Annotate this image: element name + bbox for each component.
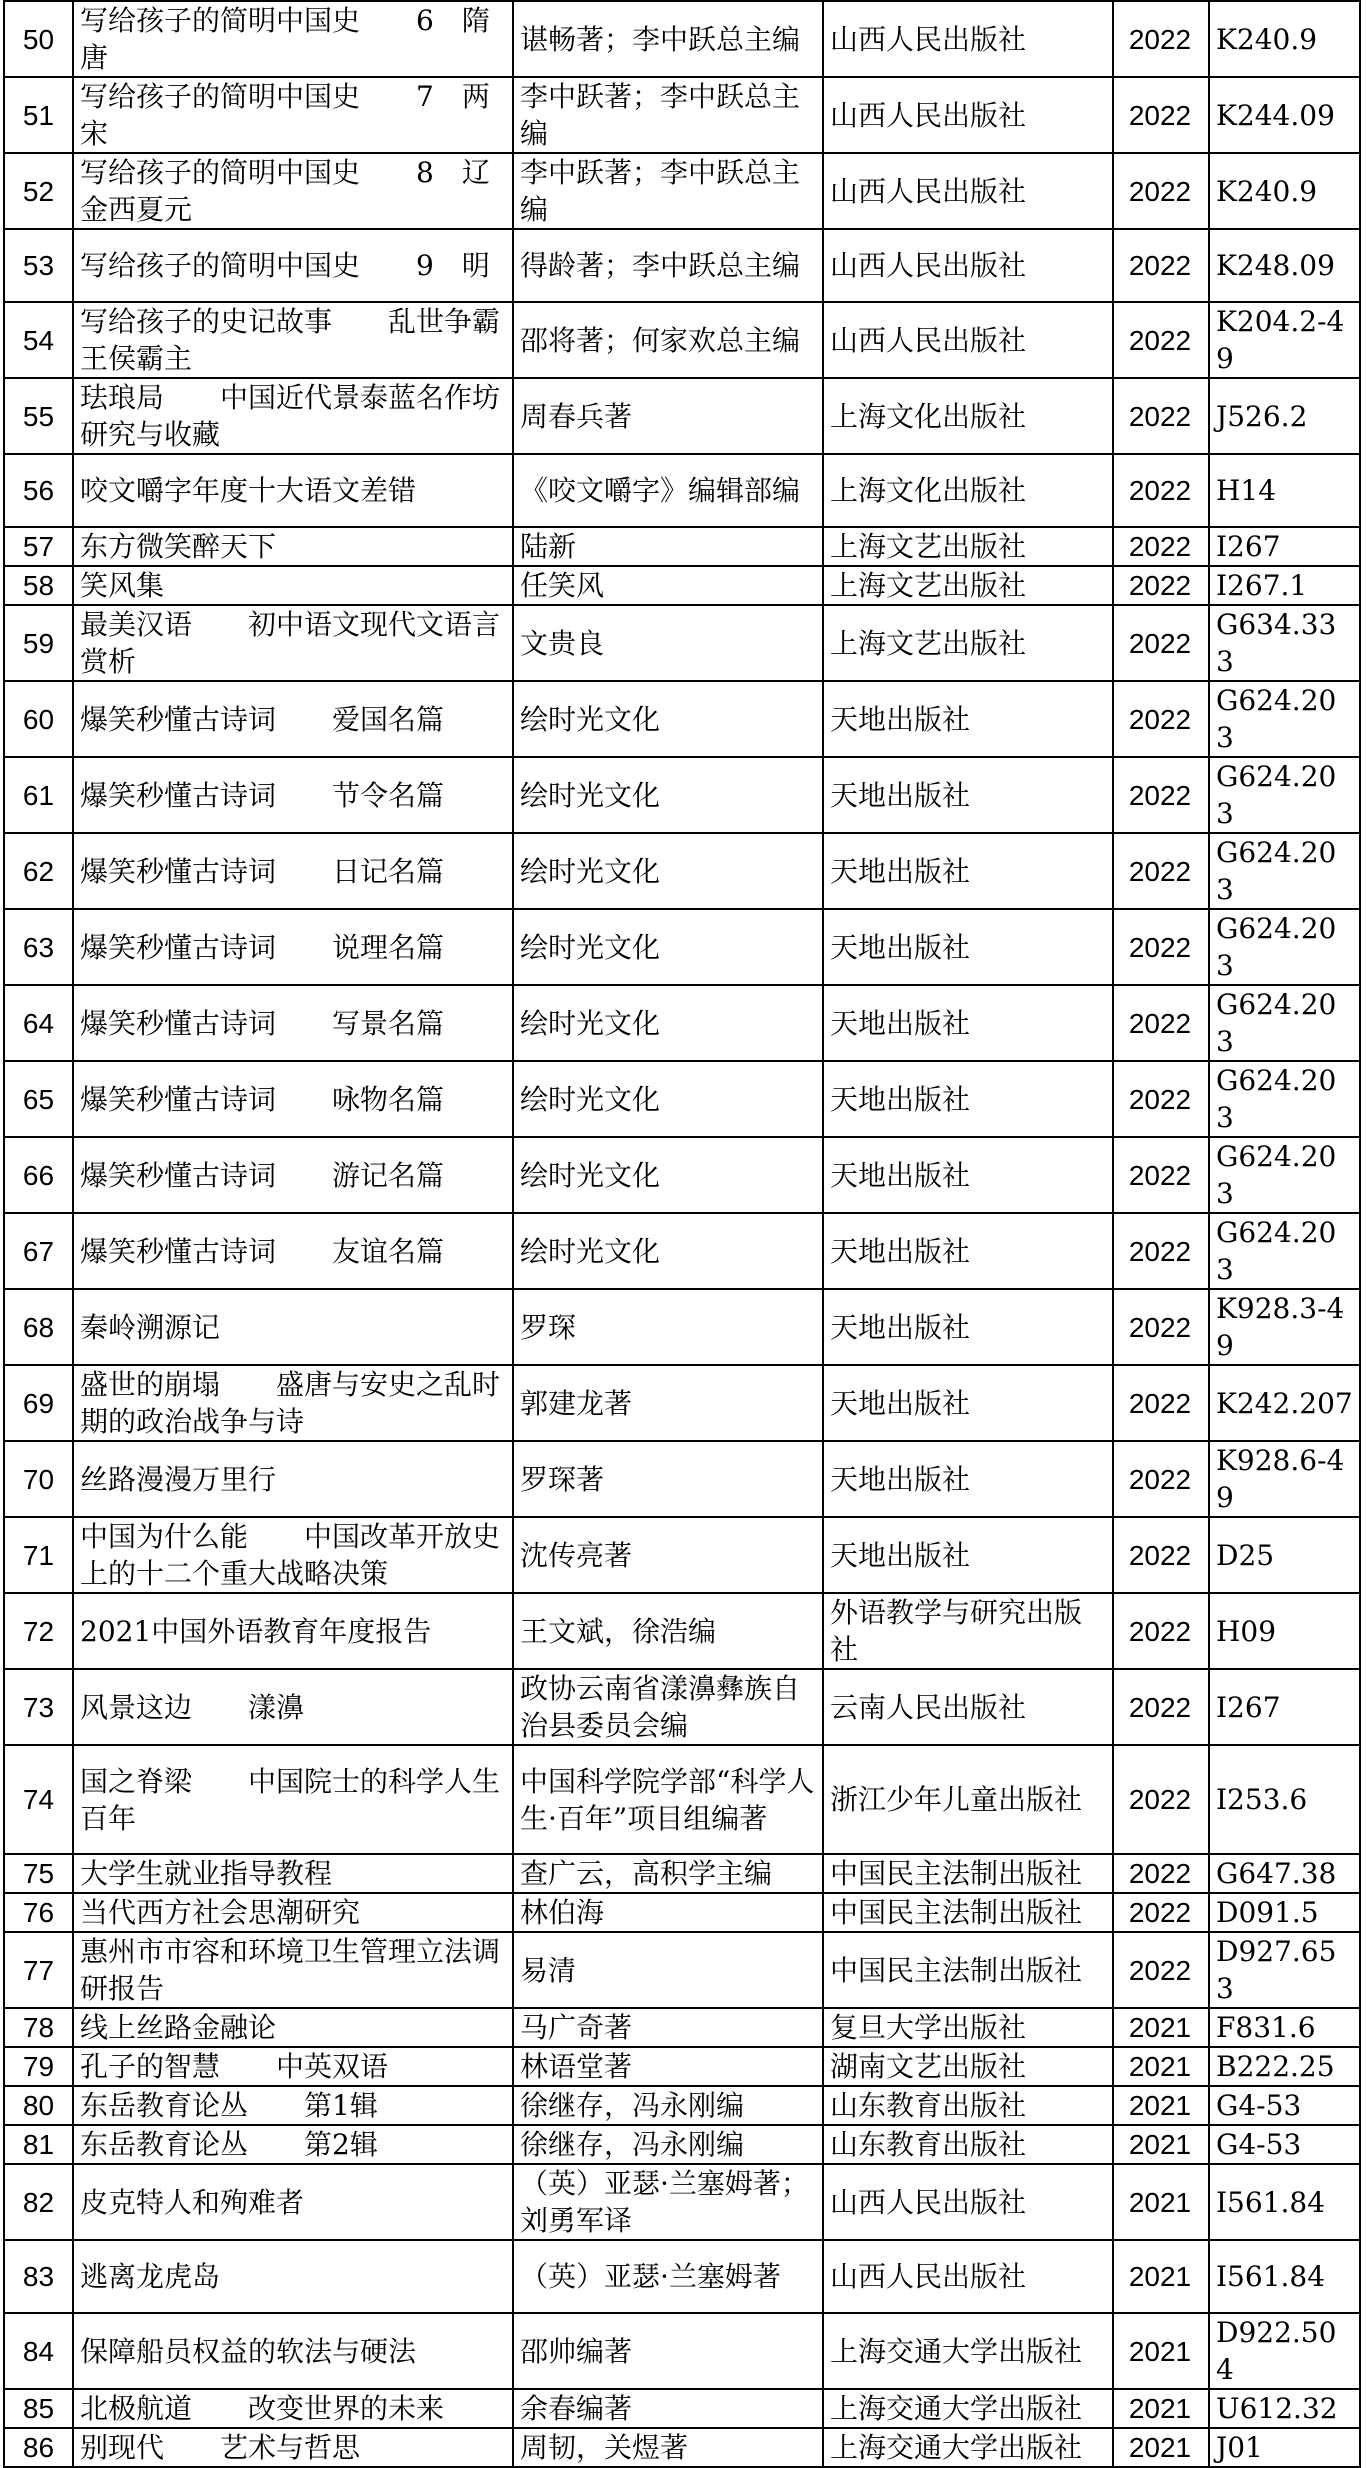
row-number: 65 <box>4 1061 73 1137</box>
book-title: 爆笑秒懂古诗词 咏物名篇 <box>73 1061 513 1137</box>
book-publisher: 山西人民出版社 <box>823 2240 1113 2313</box>
book-author: 绘时光文化 <box>513 681 823 757</box>
row-number: 83 <box>4 2240 73 2313</box>
classification-code: G647.38 <box>1209 1854 1360 1893</box>
row-number: 86 <box>4 2428 73 2467</box>
row-number: 67 <box>4 1213 73 1289</box>
row-number: 77 <box>4 1932 73 2008</box>
table-row <box>4 153 1360 229</box>
book-title: 别现代 艺术与哲思 <box>73 2428 513 2467</box>
book-publisher: 天地出版社 <box>823 1517 1113 1593</box>
book-publisher: 上海文艺出版社 <box>823 605 1113 681</box>
book-publisher: 山西人民出版社 <box>823 229 1113 302</box>
publish-year: 2022 <box>1113 1137 1209 1213</box>
table-row <box>4 1 1360 77</box>
book-publisher: 中国民主法制出版社 <box>823 1932 1113 2008</box>
book-publisher: 上海交通大学出版社 <box>823 2313 1113 2389</box>
book-author: 绘时光文化 <box>513 757 823 833</box>
book-author: 绘时光文化 <box>513 1061 823 1137</box>
book-publisher: 天地出版社 <box>823 1365 1113 1441</box>
book-author: 政协云南省漾濞彝族自治县委员会编 <box>513 1669 823 1745</box>
book-publisher: 天地出版社 <box>823 1137 1113 1213</box>
classification-code: G624.203 <box>1209 1137 1360 1213</box>
publish-year: 2021 <box>1113 2008 1209 2047</box>
row-number: 54 <box>4 302 73 378</box>
book-author: 林语堂著 <box>513 2047 823 2086</box>
book-author: 绘时光文化 <box>513 985 823 1061</box>
book-publisher: 天地出版社 <box>823 833 1113 909</box>
classification-code: I561.84 <box>1209 2164 1360 2240</box>
book-author: 邵将著；何家欢总主编 <box>513 302 823 378</box>
book-author: 李中跃著；李中跃总主编 <box>513 153 823 229</box>
table-row <box>4 77 1360 153</box>
row-number: 71 <box>4 1517 73 1593</box>
classification-code: J01 <box>1209 2428 1360 2467</box>
table-row <box>4 527 1360 566</box>
publish-year: 2022 <box>1113 566 1209 605</box>
table-row <box>4 2240 1360 2313</box>
classification-code: K244.09 <box>1209 77 1360 153</box>
book-title: 爆笑秒懂古诗词 爱国名篇 <box>73 681 513 757</box>
table-row <box>4 1669 1360 1745</box>
book-author: 《咬文嚼字》编辑部编 <box>513 454 823 527</box>
book-author: 林伯海 <box>513 1893 823 1932</box>
classification-code: I267 <box>1209 527 1360 566</box>
classification-code: D927.653 <box>1209 1932 1360 2008</box>
row-number: 79 <box>4 2047 73 2086</box>
book-author: 邵帅编著 <box>513 2313 823 2389</box>
book-publisher: 外语教学与研究出版社 <box>823 1593 1113 1669</box>
row-number: 73 <box>4 1669 73 1745</box>
book-publisher: 天地出版社 <box>823 1289 1113 1365</box>
book-title: 写给孩子的简明中国史 7 两宋 <box>73 77 513 153</box>
table-row <box>4 302 1360 378</box>
classification-code: G634.333 <box>1209 605 1360 681</box>
book-publisher: 上海文艺出版社 <box>823 527 1113 566</box>
book-title: 爆笑秒懂古诗词 说理名篇 <box>73 909 513 985</box>
table-body <box>4 1 1360 2467</box>
publish-year: 2022 <box>1113 1213 1209 1289</box>
book-title: 东岳教育论丛 第1辑 <box>73 2086 513 2125</box>
book-title: 孔子的智慧 中英双语 <box>73 2047 513 2086</box>
row-number: 62 <box>4 833 73 909</box>
publish-year: 2022 <box>1113 1365 1209 1441</box>
table-row <box>4 2125 1360 2164</box>
table-row <box>4 1593 1360 1669</box>
publish-year: 2022 <box>1113 1441 1209 1517</box>
book-publisher: 山东教育出版社 <box>823 2086 1113 2125</box>
publish-year: 2022 <box>1113 757 1209 833</box>
row-number: 59 <box>4 605 73 681</box>
publish-year: 2022 <box>1113 302 1209 378</box>
classification-code: G624.203 <box>1209 985 1360 1061</box>
book-title: 写给孩子的史记故事 乱世争霸 王侯霸主 <box>73 302 513 378</box>
classification-code: G624.203 <box>1209 757 1360 833</box>
row-number: 56 <box>4 454 73 527</box>
book-author: 易清 <box>513 1932 823 2008</box>
classification-code: K240.9 <box>1209 153 1360 229</box>
book-publisher: 山西人民出版社 <box>823 1 1113 77</box>
book-title: 风景这边 漾濞 <box>73 1669 513 1745</box>
publish-year: 2021 <box>1113 2164 1209 2240</box>
table-row <box>4 2164 1360 2240</box>
book-title: 大学生就业指导教程 <box>73 1854 513 1893</box>
book-publisher: 天地出版社 <box>823 909 1113 985</box>
book-author: 马广奇著 <box>513 2008 823 2047</box>
publish-year: 2022 <box>1113 833 1209 909</box>
row-number: 55 <box>4 378 73 454</box>
publish-year: 2022 <box>1113 681 1209 757</box>
publish-year: 2022 <box>1113 1893 1209 1932</box>
book-publisher: 天地出版社 <box>823 1213 1113 1289</box>
book-title: 东岳教育论丛 第2辑 <box>73 2125 513 2164</box>
book-publisher: 山东教育出版社 <box>823 2125 1113 2164</box>
book-author: 郭建龙著 <box>513 1365 823 1441</box>
book-author: 绘时光文化 <box>513 1137 823 1213</box>
book-title: 国之脊梁 中国院士的科学人生百年 <box>73 1745 513 1854</box>
book-publisher: 山西人民出版社 <box>823 302 1113 378</box>
row-number: 75 <box>4 1854 73 1893</box>
publish-year: 2021 <box>1113 2389 1209 2428</box>
book-list-table <box>3 0 1361 2468</box>
book-publisher: 上海交通大学出版社 <box>823 2428 1113 2467</box>
table-row <box>4 833 1360 909</box>
publish-year: 2021 <box>1113 2313 1209 2389</box>
book-author: 绘时光文化 <box>513 833 823 909</box>
book-publisher: 山西人民出版社 <box>823 153 1113 229</box>
row-number: 64 <box>4 985 73 1061</box>
classification-code: G624.203 <box>1209 1213 1360 1289</box>
classification-code: D25 <box>1209 1517 1360 1593</box>
row-number: 66 <box>4 1137 73 1213</box>
book-title: 爆笑秒懂古诗词 节令名篇 <box>73 757 513 833</box>
book-publisher: 天地出版社 <box>823 1441 1113 1517</box>
book-publisher: 复旦大学出版社 <box>823 2008 1113 2047</box>
table-row <box>4 605 1360 681</box>
classification-code: I267 <box>1209 1669 1360 1745</box>
classification-code: G624.203 <box>1209 681 1360 757</box>
row-number: 76 <box>4 1893 73 1932</box>
book-author: 谌畅著；李中跃总主编 <box>513 1 823 77</box>
publish-year: 2022 <box>1113 1593 1209 1669</box>
book-author: 罗琛著 <box>513 1441 823 1517</box>
table-row <box>4 1745 1360 1854</box>
book-publisher: 山西人民出版社 <box>823 77 1113 153</box>
book-publisher: 天地出版社 <box>823 681 1113 757</box>
book-title: 皮克特人和殉难者 <box>73 2164 513 2240</box>
row-number: 74 <box>4 1745 73 1854</box>
table-row <box>4 1932 1360 2008</box>
book-title: 保障船员权益的软法与硬法 <box>73 2313 513 2389</box>
row-number: 53 <box>4 229 73 302</box>
row-number: 51 <box>4 77 73 153</box>
classification-code: K928.6-49 <box>1209 1441 1360 1517</box>
book-title: 写给孩子的简明中国史 6 隋唐 <box>73 1 513 77</box>
table-row <box>4 2008 1360 2047</box>
table-row <box>4 1289 1360 1365</box>
table-row <box>4 1441 1360 1517</box>
book-title: 线上丝路金融论 <box>73 2008 513 2047</box>
table-row <box>4 1061 1360 1137</box>
row-number: 57 <box>4 527 73 566</box>
book-title: 丝路漫漫万里行 <box>73 1441 513 1517</box>
publish-year: 2022 <box>1113 605 1209 681</box>
table-row <box>4 566 1360 605</box>
table-row <box>4 2428 1360 2467</box>
book-title: 咬文嚼字年度十大语文差错 <box>73 454 513 527</box>
row-number: 52 <box>4 153 73 229</box>
book-author: 任笑风 <box>513 566 823 605</box>
table-row <box>4 985 1360 1061</box>
row-number: 85 <box>4 2389 73 2428</box>
book-author: 文贵良 <box>513 605 823 681</box>
book-publisher: 浙江少年儿童出版社 <box>823 1745 1113 1854</box>
book-publisher: 中国民主法制出版社 <box>823 1854 1113 1893</box>
book-publisher: 上海文艺出版社 <box>823 566 1113 605</box>
publish-year: 2022 <box>1113 1 1209 77</box>
book-title: 中国为什么能 中国改革开放史上的十二个重大战略决策 <box>73 1517 513 1593</box>
book-title: 爆笑秒懂古诗词 日记名篇 <box>73 833 513 909</box>
publish-year: 2022 <box>1113 1932 1209 2008</box>
book-publisher: 山西人民出版社 <box>823 2164 1113 2240</box>
table-row <box>4 2047 1360 2086</box>
publish-year: 2021 <box>1113 2047 1209 2086</box>
book-author: 李中跃著；李中跃总主编 <box>513 77 823 153</box>
classification-code: H09 <box>1209 1593 1360 1669</box>
book-title: 最美汉语 初中语文现代文语言赏析 <box>73 605 513 681</box>
row-number: 68 <box>4 1289 73 1365</box>
book-title: 2021中国外语教育年度报告 <box>73 1593 513 1669</box>
row-number: 84 <box>4 2313 73 2389</box>
book-title: 惠州市市容和环境卫生管理立法调研报告 <box>73 1932 513 2008</box>
classification-code: K242.207 <box>1209 1365 1360 1441</box>
book-publisher: 中国民主法制出版社 <box>823 1893 1113 1932</box>
classification-code: F831.6 <box>1209 2008 1360 2047</box>
classification-code: U612.32 <box>1209 2389 1360 2428</box>
table-row <box>4 1213 1360 1289</box>
classification-code: K240.9 <box>1209 1 1360 77</box>
book-title: 爆笑秒懂古诗词 游记名篇 <box>73 1137 513 1213</box>
book-publisher: 天地出版社 <box>823 757 1113 833</box>
publish-year: 2022 <box>1113 1669 1209 1745</box>
publish-year: 2022 <box>1113 527 1209 566</box>
publish-year: 2022 <box>1113 909 1209 985</box>
table-row <box>4 454 1360 527</box>
table-row <box>4 1137 1360 1213</box>
classification-code: H14 <box>1209 454 1360 527</box>
book-publisher: 上海文化出版社 <box>823 454 1113 527</box>
publish-year: 2021 <box>1113 2086 1209 2125</box>
classification-code: G624.203 <box>1209 833 1360 909</box>
row-number: 63 <box>4 909 73 985</box>
table-row <box>4 2313 1360 2389</box>
classification-code: J526.2 <box>1209 378 1360 454</box>
book-title: 秦岭溯源记 <box>73 1289 513 1365</box>
table-row <box>4 229 1360 302</box>
row-number: 72 <box>4 1593 73 1669</box>
publish-year: 2022 <box>1113 229 1209 302</box>
book-author: 周韧，关煜著 <box>513 2428 823 2467</box>
classification-code: D922.504 <box>1209 2313 1360 2389</box>
publish-year: 2022 <box>1113 1854 1209 1893</box>
table-row <box>4 378 1360 454</box>
classification-code: I561.84 <box>1209 2240 1360 2313</box>
row-number: 81 <box>4 2125 73 2164</box>
classification-code: I253.6 <box>1209 1745 1360 1854</box>
book-author: 徐继存，冯永刚编 <box>513 2125 823 2164</box>
table-row <box>4 757 1360 833</box>
publish-year: 2022 <box>1113 454 1209 527</box>
row-number: 58 <box>4 566 73 605</box>
classification-code: K248.09 <box>1209 229 1360 302</box>
table-row <box>4 2389 1360 2428</box>
book-author: 余春编著 <box>513 2389 823 2428</box>
table-row <box>4 681 1360 757</box>
book-author: 查广云，高积学主编 <box>513 1854 823 1893</box>
book-author: 得龄著；李中跃总主编 <box>513 229 823 302</box>
book-title: 珐琅局 中国近代景泰蓝名作坊研究与收藏 <box>73 378 513 454</box>
book-publisher: 天地出版社 <box>823 985 1113 1061</box>
book-publisher: 上海交通大学出版社 <box>823 2389 1113 2428</box>
row-number: 82 <box>4 2164 73 2240</box>
book-title: 爆笑秒懂古诗词 写景名篇 <box>73 985 513 1061</box>
publish-year: 2022 <box>1113 985 1209 1061</box>
book-author: 中国科学院学部“科学人生·百年”项目组编著 <box>513 1745 823 1854</box>
book-publisher: 上海文化出版社 <box>823 378 1113 454</box>
publish-year: 2021 <box>1113 2428 1209 2467</box>
publish-year: 2021 <box>1113 2240 1209 2313</box>
table-row <box>4 909 1360 985</box>
row-number: 61 <box>4 757 73 833</box>
table-row <box>4 1517 1360 1593</box>
book-title: 当代西方社会思潮研究 <box>73 1893 513 1932</box>
row-number: 69 <box>4 1365 73 1441</box>
publish-year: 2021 <box>1113 2125 1209 2164</box>
table-row <box>4 1854 1360 1893</box>
row-number: 78 <box>4 2008 73 2047</box>
book-author: 徐继存，冯永刚编 <box>513 2086 823 2125</box>
publish-year: 2022 <box>1113 378 1209 454</box>
classification-code: G4-53 <box>1209 2125 1360 2164</box>
row-number: 80 <box>4 2086 73 2125</box>
table-row <box>4 1893 1360 1932</box>
book-publisher: 天地出版社 <box>823 1061 1113 1137</box>
row-number: 60 <box>4 681 73 757</box>
classification-code: D091.5 <box>1209 1893 1360 1932</box>
classification-code: G624.203 <box>1209 1061 1360 1137</box>
classification-code: B222.25 <box>1209 2047 1360 2086</box>
publish-year: 2022 <box>1113 1061 1209 1137</box>
book-title: 盛世的崩塌 盛唐与安史之乱时期的政治战争与诗 <box>73 1365 513 1441</box>
publish-year: 2022 <box>1113 1745 1209 1854</box>
book-title: 写给孩子的简明中国史 9 明 <box>73 229 513 302</box>
publish-year: 2022 <box>1113 1289 1209 1365</box>
book-author: （英）亚瑟·兰塞姆著；刘勇军译 <box>513 2164 823 2240</box>
book-title: 逃离龙虎岛 <box>73 2240 513 2313</box>
book-publisher: 湖南文艺出版社 <box>823 2047 1113 2086</box>
book-author: 绘时光文化 <box>513 909 823 985</box>
book-title: 写给孩子的简明中国史 8 辽金西夏元 <box>73 153 513 229</box>
book-author: 绘时光文化 <box>513 1213 823 1289</box>
row-number: 70 <box>4 1441 73 1517</box>
book-publisher: 云南人民出版社 <box>823 1669 1113 1745</box>
book-author: 王文斌，徐浩编 <box>513 1593 823 1669</box>
table-row <box>4 2086 1360 2125</box>
book-author: 周春兵著 <box>513 378 823 454</box>
classification-code: G624.203 <box>1209 909 1360 985</box>
book-title: 北极航道 改变世界的未来 <box>73 2389 513 2428</box>
book-title: 东方微笑醉天下 <box>73 527 513 566</box>
classification-code: I267.1 <box>1209 566 1360 605</box>
publish-year: 2022 <box>1113 1517 1209 1593</box>
row-number: 50 <box>4 1 73 77</box>
book-author: 罗琛 <box>513 1289 823 1365</box>
book-author: （英）亚瑟·兰塞姆著 <box>513 2240 823 2313</box>
book-author: 陆新 <box>513 527 823 566</box>
book-author: 沈传亮著 <box>513 1517 823 1593</box>
classification-code: G4-53 <box>1209 2086 1360 2125</box>
classification-code: K928.3-49 <box>1209 1289 1360 1365</box>
classification-code: K204.2-49 <box>1209 302 1360 378</box>
book-title: 笑风集 <box>73 566 513 605</box>
publish-year: 2022 <box>1113 77 1209 153</box>
book-title: 爆笑秒懂古诗词 友谊名篇 <box>73 1213 513 1289</box>
table-row <box>4 1365 1360 1441</box>
publish-year: 2022 <box>1113 153 1209 229</box>
